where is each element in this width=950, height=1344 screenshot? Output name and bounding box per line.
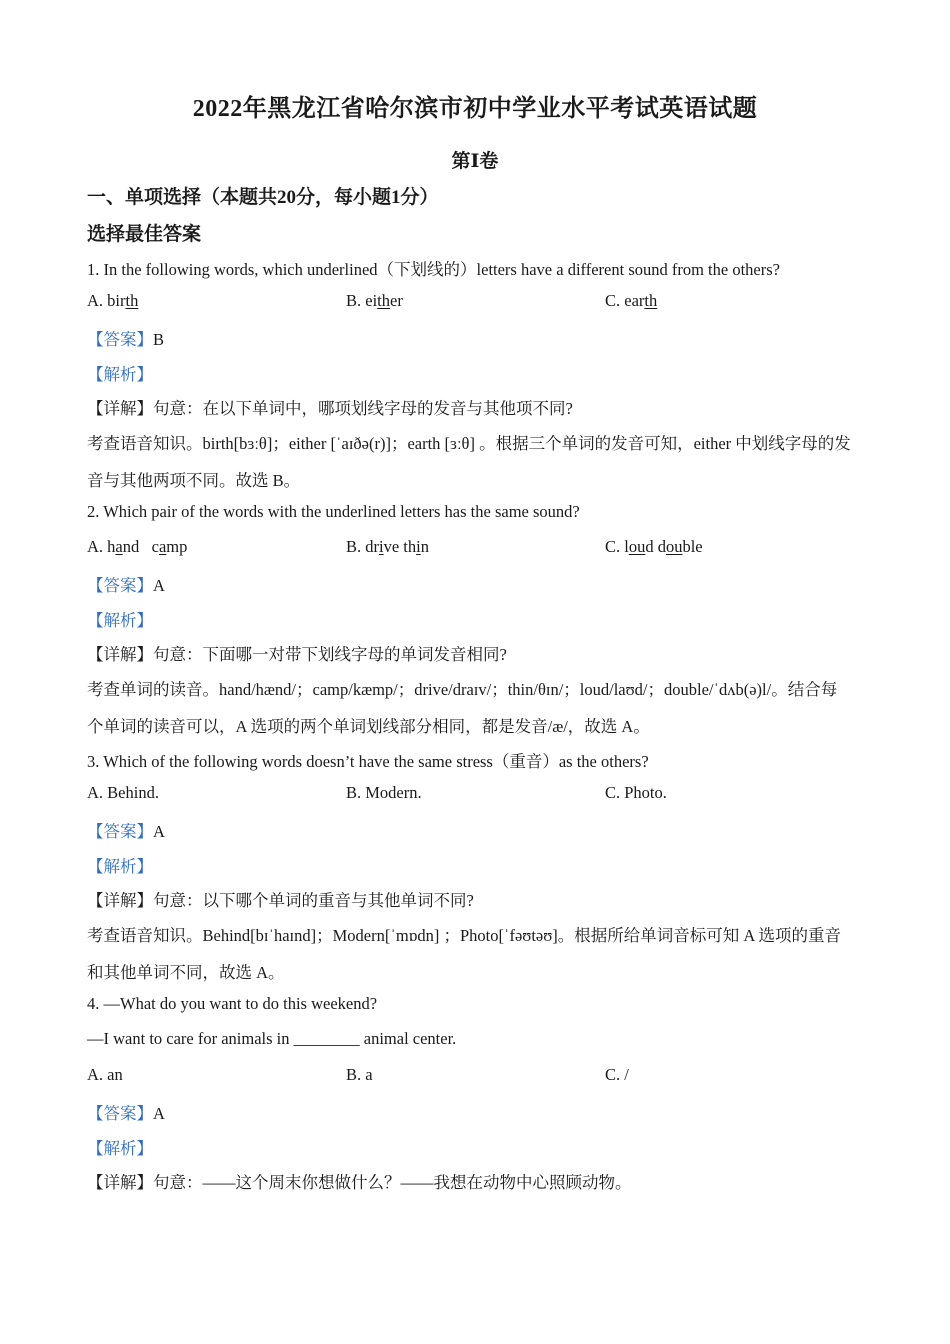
question-3-stem: 3. Which of the following words doesn’t have the same stress（重音）as the others? bbox=[87, 752, 649, 771]
question-3-option-a: A. Behind. bbox=[87, 783, 159, 802]
question-4-option-c: C. / bbox=[605, 1065, 629, 1084]
question-1-option-b: B. either bbox=[346, 291, 403, 310]
question-1-explanation-line-2: 音与其他两项不同。故选 B。 bbox=[87, 471, 301, 490]
question-1-option-a: A. birth bbox=[87, 291, 139, 310]
section-subheading: 选择最佳答案 bbox=[87, 224, 202, 245]
question-4-option-b: B. a bbox=[346, 1065, 373, 1084]
question-2-option-c: C. loud double bbox=[605, 537, 703, 556]
question-1-analysis: 【解析】 bbox=[87, 365, 153, 384]
question-1-explanation-line-1: 考查语音知识。birth[bɜːθ]；either [ˈaɪðə(r)]；earth [ɜːθ] 。根据三个单词的发音可知，either 中划线字母的发 bbox=[87, 434, 851, 453]
question-3-option-c: C. Photo. bbox=[605, 783, 667, 802]
question-2-option-a: A. hand camp bbox=[87, 537, 188, 556]
question-4-stem: 4. —What do you want to do this weekend? bbox=[87, 994, 378, 1013]
question-3-option-b: B. Modern. bbox=[346, 783, 422, 802]
question-3-detail: 【详解】句意：以下哪个单词的重音与其他单词不同? bbox=[87, 891, 474, 910]
question-4-answer: 【答案】A bbox=[87, 1104, 165, 1123]
question-4-option-a: A. an bbox=[87, 1065, 123, 1084]
question-2-explanation-line-1: 考查单词的读音。hand/hænd/；camp/kæmp/；drive/draɪv/；thin/θɪn/；loud/laʊd/；double/ˈdʌb(ə)l/。结合每 bbox=[87, 680, 838, 699]
volume-label: 第Ⅰ卷 bbox=[451, 151, 499, 172]
question-2-option-b: B. drive thin bbox=[346, 537, 429, 556]
question-2-stem: 2. Which pair of the words with the underlined letters has the same sound? bbox=[87, 502, 580, 521]
question-1-stem: 1. In the following words, which underlined（下划线的）letters have a different sound from the others? bbox=[87, 260, 780, 279]
question-2-explanation-line-2: 个单词的读音可以，A 选项的两个单词划线部分相同，都是发音/æ/，故选 A。 bbox=[87, 717, 650, 736]
question-1-option-c: C. earth bbox=[605, 291, 658, 310]
question-3-explanation-line-1: 考查语音知识。Behind[bɪˈhaɪnd]；Modern[ˈmɒdn] ；Photo[ˈfəʊtəʊ]。根据所给单词音标可知 A 选项的重音 bbox=[87, 926, 842, 945]
question-4-stem-line-2: —I want to care for animals in ________ animal center. bbox=[87, 1029, 457, 1048]
question-4-analysis: 【解析】 bbox=[87, 1139, 153, 1158]
question-2-answer: 【答案】A bbox=[87, 576, 165, 595]
page-title: 2022年黑龙江省哈尔滨市初中学业水平考试英语试题 bbox=[192, 96, 758, 122]
question-3-explanation-line-2: 和其他单词不同，故选 A。 bbox=[87, 963, 285, 982]
question-3-answer: 【答案】A bbox=[87, 822, 165, 841]
question-2-detail: 【详解】句意：下面哪一对带下划线字母的单词发音相同? bbox=[87, 645, 507, 664]
question-2-analysis: 【解析】 bbox=[87, 611, 153, 630]
section-heading: 一、单项选择（本题共20分，每小题1分） bbox=[87, 187, 439, 208]
question-1-detail: 【详解】句意：在以下单词中，哪项划线字母的发音与其他项不同? bbox=[87, 399, 573, 418]
question-4-detail: 【详解】句意：——这个周末你想做什么？——我想在动物中心照顾动物。 bbox=[87, 1173, 632, 1192]
question-3-analysis: 【解析】 bbox=[87, 857, 153, 876]
question-1-answer: 【答案】B bbox=[87, 330, 165, 349]
